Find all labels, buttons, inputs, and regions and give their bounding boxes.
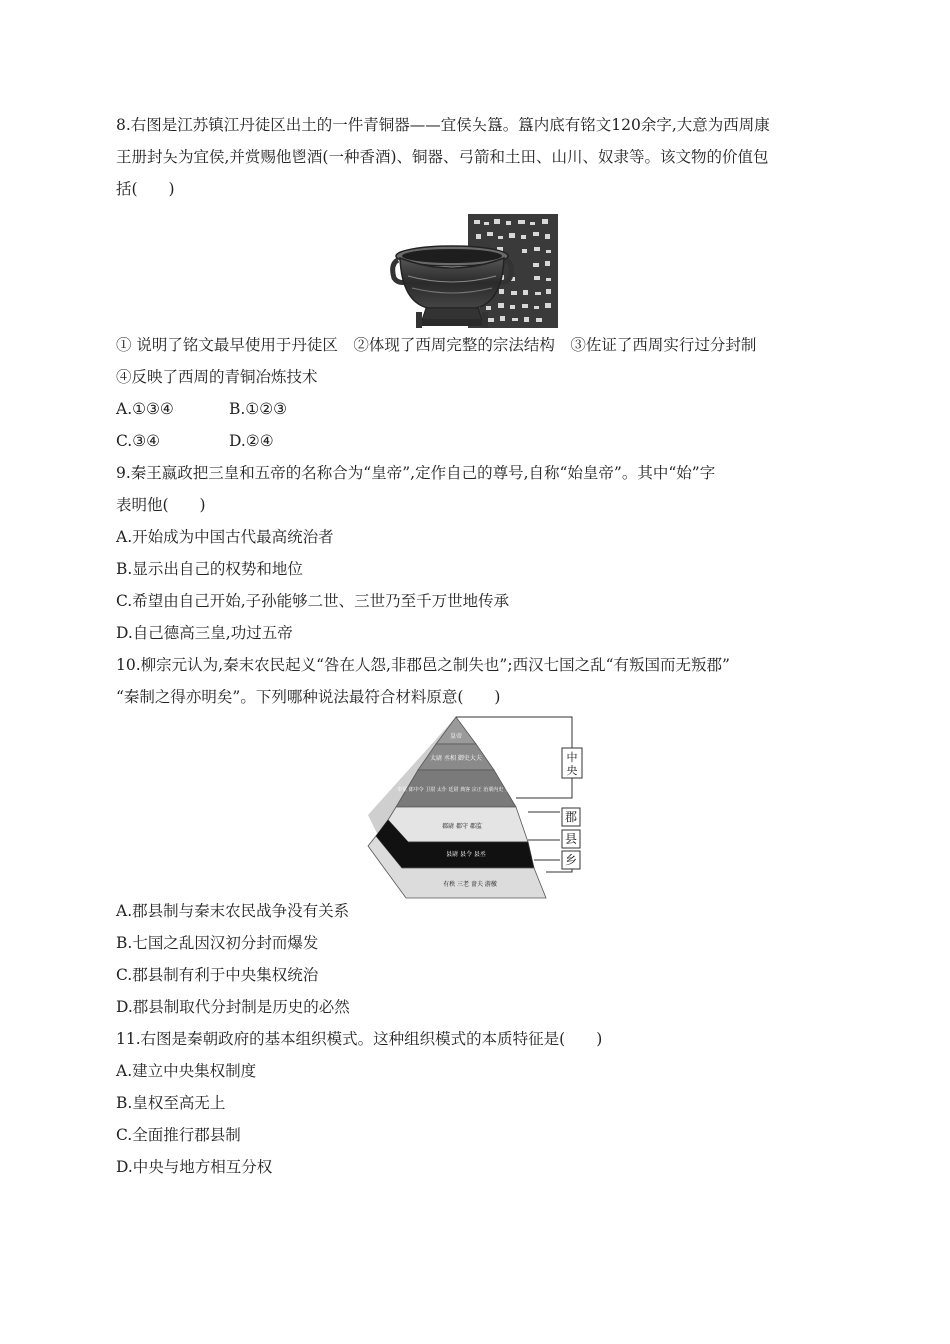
q8-stem-line1: 8.右图是江苏镇江丹徒区出土的一件青铜器——宜侯夨簋。簋内底有铭文120余字,大意为西周康: [116, 116, 770, 134]
tier-text-5: 有秩 三老 啬夫 游徼: [443, 881, 497, 888]
q11-option-a[interactable]: A.建立中央集权制度: [116, 1062, 257, 1080]
q9-stem-line1: 9.秦王嬴政把三皇和五帝的名称合为“皇帝”,定作自己的尊号,自称“始皇帝”。其中“始”字: [116, 464, 716, 482]
qin-government-pyramid: [366, 712, 586, 900]
tier-text-1: 太尉 丞相 御史大夫: [430, 755, 482, 762]
label-jun: 郡: [564, 810, 578, 824]
q8-option-a[interactable]: A.①③④: [116, 400, 174, 418]
q9-stem-line2: 表明他( ): [116, 496, 206, 514]
q8-stem-line3: 括( ): [116, 180, 175, 198]
q11-option-d[interactable]: D.中央与地方相互分权: [116, 1158, 273, 1176]
q8-option-b[interactable]: B.①②③: [229, 400, 288, 418]
tier-text-2: 奉常 郎中令 卫尉 太仆 廷尉 典客 宗正 治粟内史 少府: [397, 787, 515, 793]
tier-text-3: 郡尉 郡守 郡监: [442, 823, 482, 830]
q10-option-b[interactable]: B.七国之乱因汉初分封而爆发: [116, 934, 319, 952]
q10-option-c[interactable]: C.郡县制有利于中央集权统治: [116, 966, 319, 984]
q11-option-c[interactable]: C.全面推行郡县制: [116, 1126, 241, 1144]
label-xiang: 乡: [564, 853, 578, 867]
q8-option-c[interactable]: C.③④: [116, 432, 161, 450]
q10-option-d[interactable]: D.郡县制取代分封制是历史的必然: [116, 998, 350, 1016]
q10-stem-line2: “秦制之得亦明矣”。下列哪种说法最符合材料原意( ): [116, 688, 501, 706]
q8-option-d[interactable]: D.②④: [229, 432, 274, 450]
q8-statements-line2: ④反映了西周的青铜冶炼技术: [116, 368, 318, 386]
q11-stem: 11.右图是秦朝政府的基本组织模式。这种组织模式的本质特征是( ): [116, 1030, 603, 1048]
label-xian: 县: [564, 832, 578, 846]
q11-option-b[interactable]: B.皇权至高无上: [116, 1094, 226, 1112]
tier-text-emperor: 皇帝: [449, 733, 463, 740]
q9-option-d[interactable]: D.自己德高三皇,功过五帝: [116, 624, 293, 642]
q8-stem-line2: 王册封夨为宜侯,并赏赐他鬯酒(一种香酒)、铜器、弓箭和土田、山川、奴隶等。该文物的价值包: [116, 148, 769, 166]
q9-option-a[interactable]: A.开始成为中国古代最高统治者: [116, 528, 334, 546]
q10-option-a[interactable]: A.郡县制与秦末农民战争没有关系: [116, 902, 350, 920]
label-central: 中央: [566, 751, 578, 777]
q8-statements-line1: ① 说明了铭文最早使用于丹徒区 ②体现了西周完整的宗法结构 ③佐证了西周实行过分封制: [116, 336, 757, 354]
bronze-gui-image: [388, 212, 560, 330]
q9-option-c[interactable]: C.希望由自己开始,子孙能够二世、三世乃至千万世地传承: [116, 592, 510, 610]
q10-stem-line1: 10.柳宗元认为,秦末农民起义“咎在人怨,非郡邑之制失也”;西汉七国之乱“有叛国而无叛郡”: [116, 656, 730, 674]
q9-option-b[interactable]: B.显示出自己的权势和地位: [116, 560, 303, 578]
tier-text-4: 县尉 县令 县丞: [446, 851, 486, 858]
